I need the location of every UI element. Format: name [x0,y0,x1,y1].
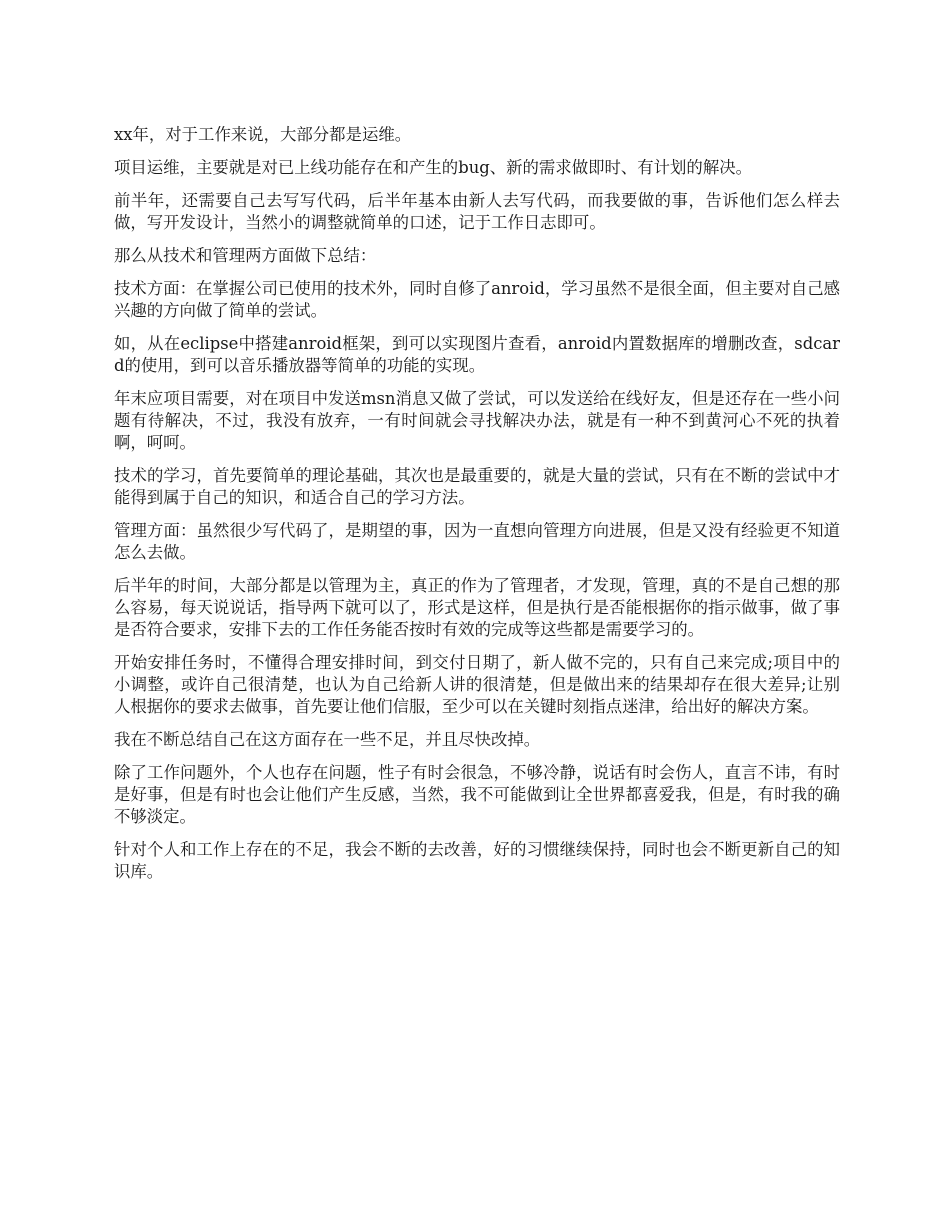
paragraph-8: 技术的学习，首先要简单的理论基础，其次也是最重要的，就是大量的尝试，只有在不断的尝试中才能得到属于自己的知识，和适合自己的学习方法。 [114,466,840,507]
paragraph-7: 年末应项目需要，对在项目中发送msn消息又做了尝试，可以发送给在线好友，但是还存在一些小问题有待解决，不过，我没有放弃，一有时间就会寻找解决办法，就是有一种不到黄河心不死的执着啊，呵呵。 [114,389,840,452]
paragraph-13: 除了工作问题外，个人也存在问题，性子有时会很急，不够冷静，说话有时会伤人，直言不讳，有时是好事，但是有时也会让他们产生反感，当然，我不可能做到让全世界都喜爱我，但是，有时我的确不够淡定。 [114,763,840,826]
paragraph-4: 那么从技术和管理两方面做下总结： [114,246,377,265]
paragraph-1: xx年，对于工作来说，大部分都是运维。 [114,125,412,144]
paragraph-2: 项目运维，主要就是对已上线功能存在和产生的bug、新的需求做即时、有计划的解决。 [114,158,752,177]
paragraph-11: 开始安排任务时，不懂得合理安排时间，到交付日期了，新人做不完的，只有自己来完成;项目中的小调整，或许自己很清楚，也认为自己给新人讲的很清楚，但是做出来的结果却存在很大差异;让别人根据你的要求去做事，首先要让他们信服，至少可以在关键时刻指点迷津，给出好的解决方案。 [114,653,840,716]
paragraph-6: 如，从在eclipse中搭建anroid框架，到可以实现图片查看，anroid内置数据库的增删改查，sdcard的使用，到可以音乐播放器等简单的功能的实现。 [114,334,840,375]
paragraph-9: 管理方面：虽然很少写代码了，是期望的事，因为一直想向管理方向进展，但是又没有经验更不知道怎么去做。 [114,521,840,562]
paragraph-5: 技术方面：在掌握公司已使用的技术外，同时自修了anroid，学习虽然不是很全面，但主要对自己感兴趣的方向做了简单的尝试。 [114,279,840,320]
paragraph-10: 后半年的时间，大部分都是以管理为主，真正的作为了管理者，才发现，管理，真的不是自己想的那么容易，每天说说话，指导两下就可以了，形式是这样，但是执行是否能根据你的指示做事，做了事是否符合要求，安排下去的工作任务能否按时有效的完成等这些都是需要学习的。 [114,576,840,639]
document-body [114,124,840,894]
paragraph-14: 针对个人和工作上存在的不足，我会不断的去改善，好的习惯继续保持，同时也会不断更新自己的知识库。 [114,840,840,881]
paragraph-12: 我在不断总结自己在这方面存在一些不足，并且尽快改掉。 [114,730,541,749]
paragraph-3: 前半年，还需要自己去写写代码，后半年基本由新人去写代码，而我要做的事，告诉他们怎么样去做，写开发设计，当然小的调整就简单的口述，记于工作日志即可。 [114,191,840,232]
